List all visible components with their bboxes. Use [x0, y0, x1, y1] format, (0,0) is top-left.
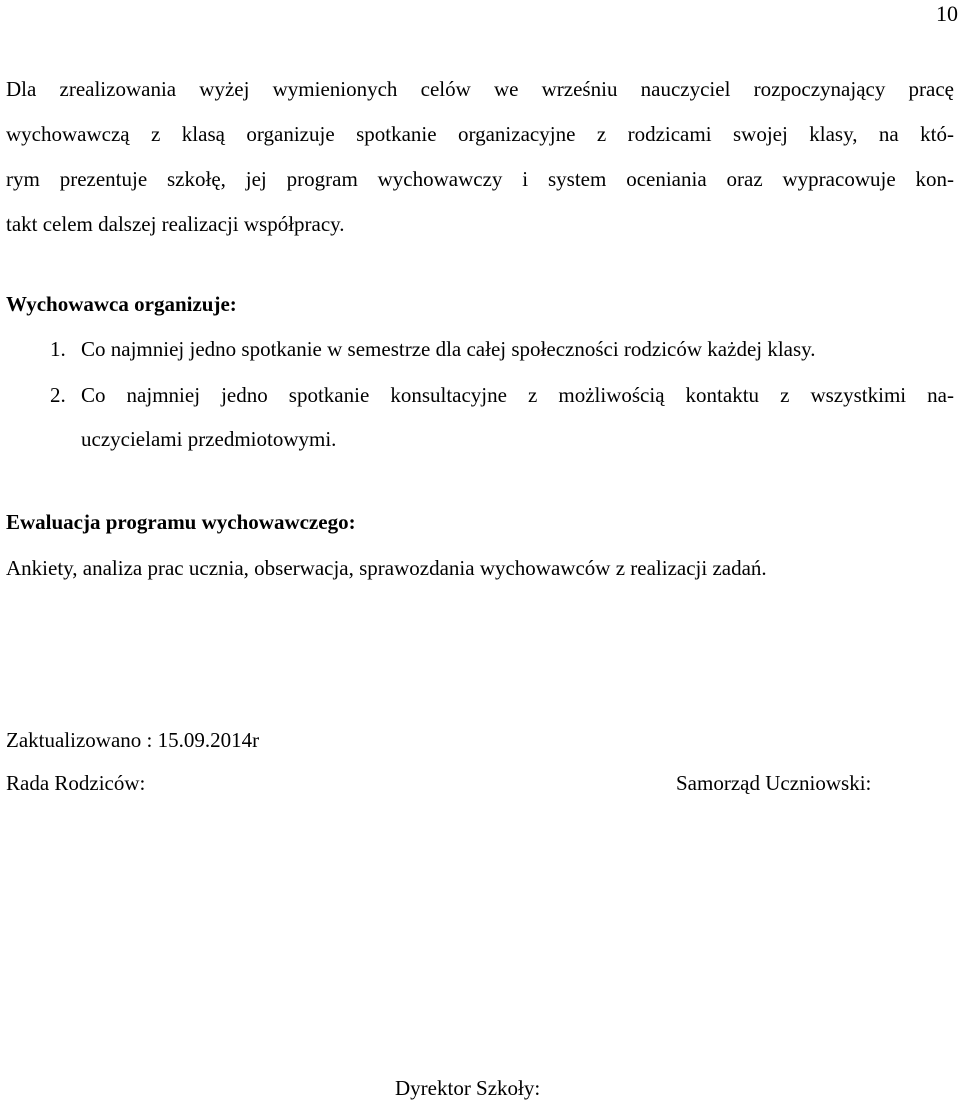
- list-item-line: Co najmniej jedno spotkanie w semestrze dla całej społeczności rodziców każdej klasy.: [81, 337, 816, 361]
- list-item-number: 1.: [50, 337, 66, 361]
- intro-line: Dla zrealizowania wyżej wymienionych celów we wrześniu nauczyciel rozpoczynający pracę: [6, 77, 954, 101]
- intro-paragraph: [6, 67, 954, 247]
- list-item-text: [81, 327, 954, 371]
- list-item-line: Co najmniej jedno spotkanie konsultacyjne z możliwością kontaktu z wszystkimi na-: [81, 383, 954, 407]
- intro-line: takt celem dalszej realizacji współpracy.: [6, 212, 345, 236]
- page-number: 10: [936, 1, 958, 26]
- list-item-number: 2.: [50, 383, 66, 407]
- intro-line: wychowawczą z klasą organizuje spotkanie organizacyjne z rodzicami swojej klasy, na któ-: [6, 122, 954, 146]
- signature-student-council: Samorząd Uczniowski:: [676, 771, 872, 795]
- organizes-heading: Wychowawca organizuje:: [6, 292, 237, 316]
- intro-line: rym prezentuje szkołę, jej program wychowawczy i system oceniania oraz wypracowuje kon-: [6, 167, 954, 191]
- list-item: [6, 373, 954, 461]
- evaluation-heading: Ewaluacja programu wychowawczego:: [6, 510, 356, 534]
- list-item-line: uczycielami przedmiotowymi.: [81, 427, 337, 451]
- list-item-text: [81, 373, 954, 461]
- signature-parents-council: Rada Rodziców:: [6, 771, 146, 795]
- evaluation-text: Ankiety, analiza prac ucznia, obserwacja, sprawozdania wychowawców z realizacji zadań.: [6, 556, 767, 580]
- signature-principal: Dyrektor Szkoły:: [395, 1076, 541, 1100]
- updated-date: Zaktualizowano : 15.09.2014r: [6, 728, 260, 752]
- list-item: [6, 327, 954, 371]
